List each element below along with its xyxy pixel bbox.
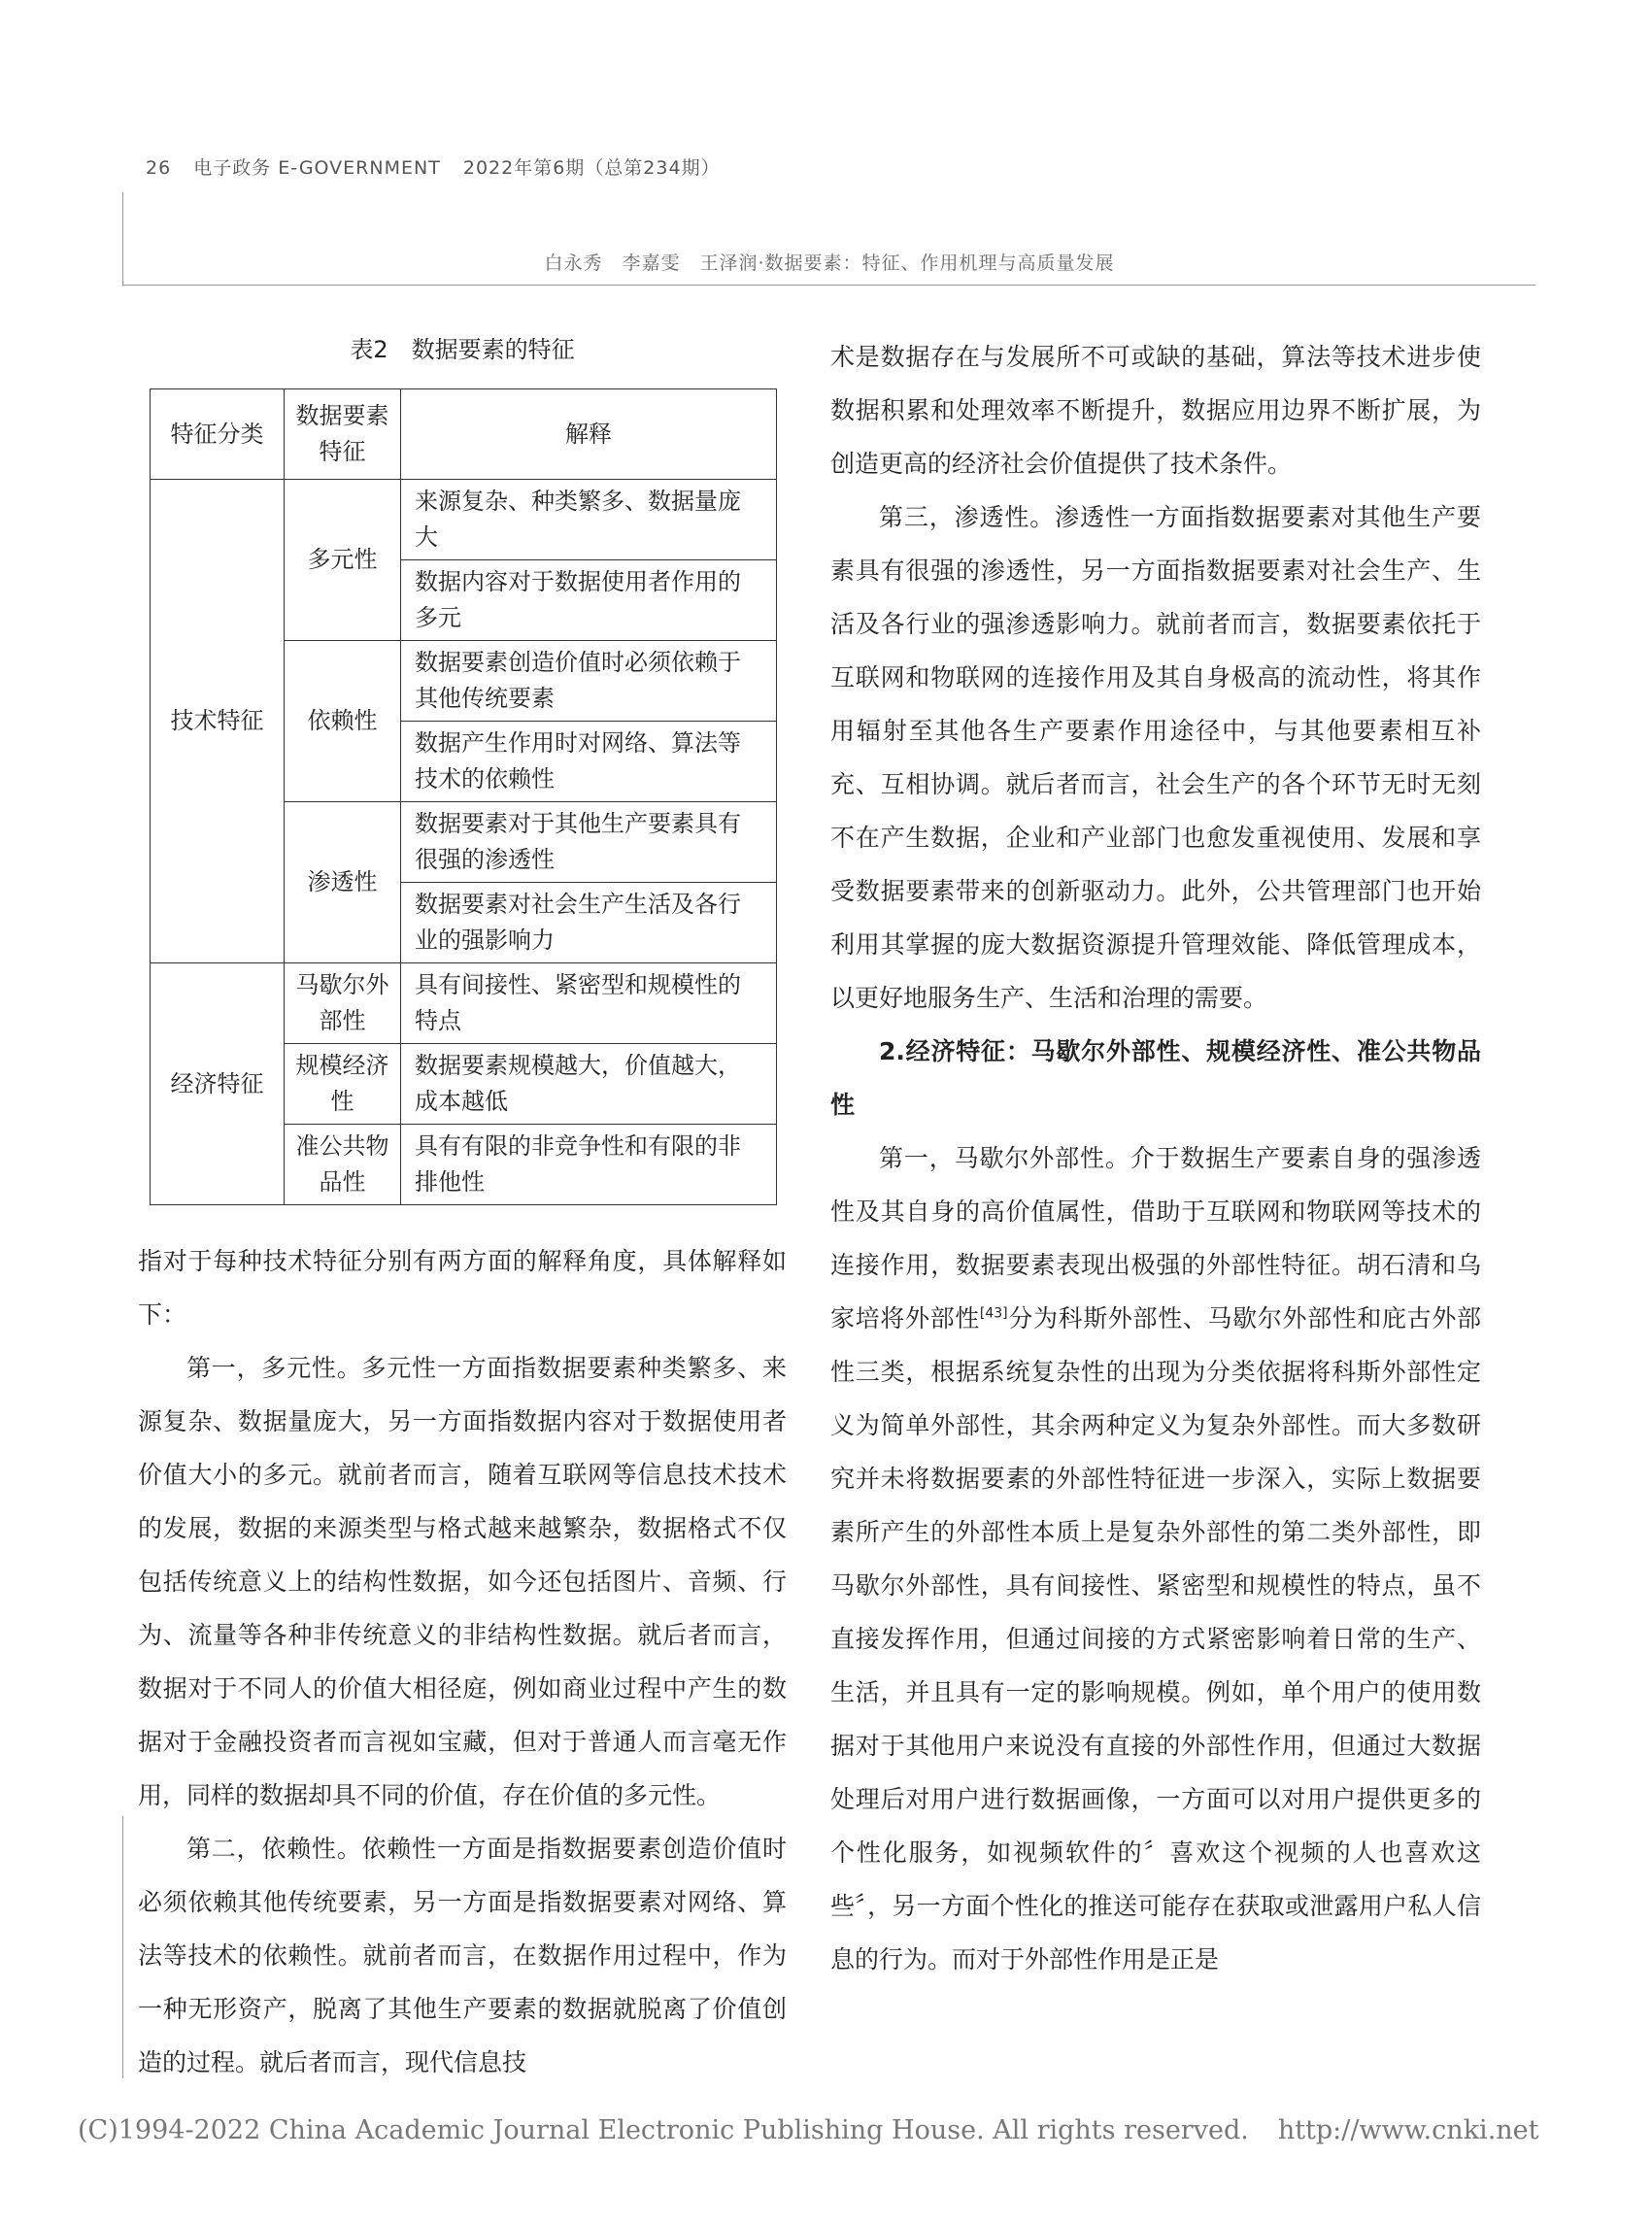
table-caption: 表2 数据要素的特征 (350, 336, 575, 363)
feature-cell: 多元性 (285, 480, 401, 641)
explanation-cell: 具有间接性、紧密型和规模性的特点 (401, 963, 777, 1044)
category-cell: 技术特征 (151, 480, 285, 963)
journal-name: 电子政务 E-GOVERNMENT (193, 157, 441, 179)
table-row (151, 480, 777, 560)
feature-cell: 马歇尔外部性 (285, 963, 401, 1044)
body-paragraph: 术是数据存在与发展所不可或缺的基础，算法等技术进步使数据积累和处理效率不断提升，数据应用边界不断扩展，为创造更高的经济社会价值提供了技术条件。 (830, 343, 1481, 478)
left-margin-rule (122, 1816, 123, 2078)
table-header-row (151, 389, 777, 480)
header-horizontal-rule (123, 285, 1535, 286)
section-heading: 2.经济特征：马歇尔外部性、规模经济性、准公共物品性 (830, 1037, 1481, 1119)
features-table (150, 388, 777, 1205)
header-category: 特征分类 (151, 389, 285, 480)
explanation-cell: 数据产生作用时对网络、算法等技术的依赖性 (401, 722, 777, 802)
page-number: 26 (146, 157, 172, 179)
explanation-cell: 数据要素对于其他生产要素具有很强的渗透性 (401, 802, 777, 883)
issue-info: 2022年第6期（总第234期） (462, 157, 721, 179)
table-row (151, 963, 777, 1044)
right-column (830, 330, 1481, 1986)
left-column (138, 330, 787, 2089)
feature-cell: 准公共物品性 (285, 1125, 401, 1205)
feature-cell: 规模经济性 (285, 1044, 401, 1125)
body-paragraph (830, 1131, 1481, 1986)
paragraph-text: 分为科斯外部性、马歇尔外部性和庇古外部性三类，根据系统复杂性的出现为分类依据将科斯外部性定义为简单外部性，其余两种定义为复杂外部性。而大多数研究并未将数据要素的外部性特征进一步深入，实际上数据要素所产生的外部性本质上是复杂外部性的第二类外部性，即马歇尔外部性，具有间接性、紧密型和规模性的特点，虽不直接发挥作用，但通过间接的方式紧密影响着日常的生产、生活，并且具有一定的影响规模。例如，单个用户的使用数据对于其他用户来说没有直接的外部性作用，但通过大数据处理后对用户进行数据画像，一方面可以对用户提供更多的个性化服务，如视频软件的〞喜欢这个视频的人也喜欢这些〞，另一方面个性化的推送可能存在获取或泄露用户私人信息的行为。而对于外部性作用是正是 (830, 1304, 1481, 1973)
running-head: 白永秀 李嘉雯 王泽润·数据要素：特征、作用机理与高质量发展 (544, 253, 1115, 274)
header-feature: 数据要素特征 (285, 389, 401, 480)
category-cell: 经济特征 (151, 963, 285, 1205)
explanation-cell: 具有有限的非竞争性和有限的非排他性 (401, 1125, 777, 1205)
body-paragraph: 第二，依赖性。依赖性一方面是指数据要素创造价值时必须依赖其他传统要素，另一方面是指数据要素对网络、算法等技术的依赖性。就前者而言，在数据作用过程中，作为一种无形资产，脱离了其他生产要素的数据就脱离了价值创造的过程。就后者而言，现代信息技 (138, 1835, 787, 2076)
footer-url: http://www.cnki.net (1277, 2115, 1539, 2145)
page-footer (78, 2115, 1573, 2145)
explanation-cell: 数据要素创造价值时必须依赖于其他传统要素 (401, 641, 777, 722)
body-paragraph: 第三，渗透性。渗透性一方面指数据要素对其他生产要素具有很强的渗透性，另一方面指数据要素对社会生产、生活及各行业的强渗透影响力。就前者而言，数据要素依托于互联网和物联网的连接作用及其自身极高的流动性，将其作用辐射至其他各生产要素作用途径中，与其他要素相互补充、互相协调。就后者而言，社会生产的各个环节无时无刻不在产生数据，企业和产业部门也愈发重视使用、发展和享受数据要素带来的创新驱动力。此外，公共管理部门也开始利用其掌握的庞大数据资源提升管理效能、降低管理成本，以更好地服务生产、生活和治理的需要。 (830, 503, 1481, 1012)
explanation-cell: 数据内容对于数据使用者作用的多元 (401, 560, 777, 641)
explanation-cell: 数据要素规模越大，价值越大，成本越低 (401, 1044, 777, 1125)
explanation-cell: 数据要素对社会生产生活及各行业的强影响力 (401, 883, 777, 963)
copyright-notice: (C)1994-2022 China Academic Journal Electronic Publishing House. All rights reserved. (78, 2115, 1249, 2145)
feature-cell: 依赖性 (285, 641, 401, 802)
header-explanation: 解释 (401, 389, 777, 480)
paragraph-text: 第一，马歇尔外部性。介于数据生产要素自身的强渗透性及其自身的高价值属性，借助于互联网和物联网等技术的连接作用，数据要素表现出极强的外部性特征。胡石清和乌家培将外部性 (830, 1144, 1481, 1332)
explanation-cell: 来源复杂、种类繁多、数据量庞大 (401, 480, 777, 560)
body-paragraph: 第一，多元性。多元性一方面指数据要素种类繁多、来源复杂、数据量庞大，另一方面指数据内容对于数据使用者价值大小的多元。就前者而言，随着互联网等信息技术技术的发展，数据的来源类型与格式越来越繁杂，数据格式不仅包括传统意义上的结构性数据，如今还包括图片、音频、行为、流量等各种非传统意义的非结构性数据。就后者而言，数据对于不同人的价值大相径庭，例如商业过程中产生的数据对于金融投资者而言视如宝藏，但对于普通人而言毫无作用，同样的数据却具不同的价值，存在价值的多元性。 (138, 1354, 787, 1809)
citation-reference: [43] (979, 1305, 1008, 1322)
body-paragraph: 指对于每种技术特征分别有两方面的解释角度，具体解释如下： (138, 1247, 787, 1329)
feature-cell: 渗透性 (285, 802, 401, 963)
page-header (146, 153, 736, 180)
